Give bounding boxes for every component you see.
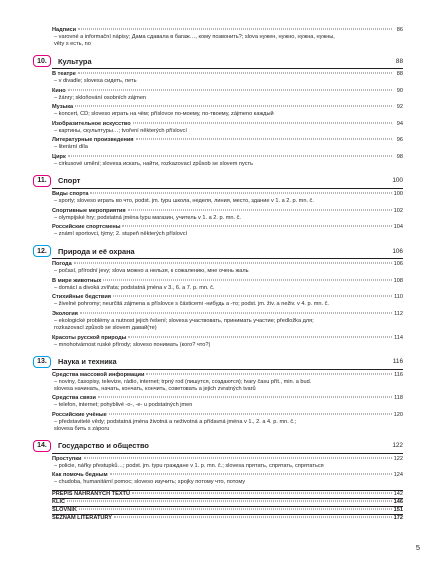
dot-leader bbox=[109, 413, 392, 414]
chapter-heading[interactable] bbox=[37, 54, 403, 69]
entry-title: Проступки bbox=[52, 455, 82, 462]
entry-title: Кино bbox=[52, 87, 66, 94]
entry-page: 110 bbox=[394, 294, 403, 301]
entry-title: Музыка bbox=[52, 104, 74, 111]
dot-leader bbox=[78, 29, 392, 30]
entry-title: Спортивные мероприятия bbox=[52, 207, 126, 214]
toc-entry-row[interactable] bbox=[52, 278, 403, 285]
entry-page: 96 bbox=[396, 137, 403, 144]
entry-title: В театре bbox=[52, 71, 76, 77]
entry-title: Надписи bbox=[52, 27, 77, 33]
dot-leader bbox=[98, 397, 392, 398]
entry-title: Литературные произведения bbox=[52, 137, 134, 144]
dot-leader bbox=[84, 457, 392, 458]
back-matter-title: SEZNAM LITERATURY bbox=[52, 515, 112, 522]
entry-description: – картины, скульптуры…; tvoření některých příslovcí bbox=[54, 127, 187, 134]
dot-leader bbox=[114, 517, 392, 518]
entry-description: – počasí, přírodní jevy; slova можно а нельзя, к сожалению, мне очень жаль bbox=[54, 268, 249, 275]
toc-entry bbox=[52, 456, 403, 470]
back-matter-page: 151 bbox=[393, 507, 403, 514]
toc-entry bbox=[52, 224, 403, 238]
back-matter-row[interactable] bbox=[52, 491, 403, 498]
entry-description: – živelné pohromy; neurčitá zájmena a příslovce s částicemi -нибудь a -то; podst. jm. živ. a neživ. v 4. p. mn. č. bbox=[54, 301, 329, 308]
chapter-number-badge: 14. bbox=[33, 440, 51, 452]
entry-description: – mnohotvárnost ruské přírody; sloveso понимать (кого? что?) bbox=[54, 341, 211, 348]
toc-entry bbox=[52, 137, 403, 151]
entry-description: – varovné a informační nápisy; Дама сдавала в багаж…, кому позвонить?; slova нужен, нужно, нужна, нужны, bbox=[54, 34, 335, 40]
entry-page: 88 bbox=[396, 71, 403, 77]
back-matter-row[interactable] bbox=[52, 515, 403, 522]
dot-leader bbox=[103, 279, 391, 280]
entry-description: – policie, nářky přestupků…; podst. jm. typu граждане v 1. p. mn. č.; slovesa прятать, спрятать, спрятаться bbox=[54, 462, 324, 469]
chapter-heading[interactable] bbox=[37, 439, 403, 454]
toc-entry bbox=[52, 412, 403, 433]
entry-description: věty s есть, no bbox=[54, 41, 91, 47]
toc-entry-row[interactable] bbox=[52, 261, 403, 268]
toc-entry-row[interactable] bbox=[52, 154, 403, 161]
entry-page: 102 bbox=[393, 207, 403, 214]
toc-entry bbox=[52, 294, 403, 308]
chapter-heading[interactable] bbox=[37, 355, 403, 370]
entry-page: 112 bbox=[394, 310, 403, 317]
entry-page: 118 bbox=[394, 395, 403, 402]
toc-entry-row[interactable] bbox=[52, 224, 403, 231]
entry-page: 100 bbox=[393, 190, 403, 197]
chapter-heading[interactable] bbox=[37, 174, 403, 189]
chapter-number-badge: 11. bbox=[33, 175, 51, 187]
toc-entry-row[interactable] bbox=[52, 27, 403, 34]
entry-page: 86 bbox=[396, 27, 403, 33]
entry-page: 92 bbox=[396, 104, 403, 111]
dot-leader bbox=[128, 336, 392, 337]
back-matter-entry bbox=[52, 514, 403, 522]
entry-description: – literární díla bbox=[54, 144, 88, 151]
back-matter-entry bbox=[52, 498, 403, 506]
entry-description: – koncert, CD; sloveso играть на чём; příslovce по-моему, по-твоему, zájmeno каждый bbox=[54, 111, 274, 118]
toc-entry-row[interactable] bbox=[52, 456, 403, 463]
dot-leader bbox=[78, 73, 392, 74]
toc-entry bbox=[52, 335, 403, 349]
dot-leader bbox=[79, 509, 392, 510]
toc-entry-row[interactable] bbox=[52, 121, 403, 128]
entry-title: Погода bbox=[52, 261, 72, 268]
dot-leader bbox=[75, 106, 392, 107]
entry-title: Стихийные бедствия bbox=[52, 294, 112, 301]
toc-entry-row[interactable] bbox=[52, 208, 403, 215]
dot-leader bbox=[128, 209, 392, 210]
toc-entry-row[interactable] bbox=[52, 191, 403, 198]
toc-entry bbox=[52, 472, 403, 486]
back-matter-page: 172 bbox=[393, 515, 403, 522]
toc-entry-row[interactable] bbox=[52, 472, 403, 479]
toc-entry bbox=[52, 261, 403, 275]
toc-entry-row[interactable] bbox=[52, 88, 403, 95]
entry-title: Цирк bbox=[52, 153, 66, 160]
back-matter-page: 146 bbox=[393, 499, 403, 506]
toc-entry-row[interactable] bbox=[52, 294, 403, 301]
toc-entry bbox=[52, 154, 403, 168]
entry-description: – žánry; skloňování osobních zájmen bbox=[54, 94, 147, 101]
entry-title: Российские спортсмены bbox=[52, 224, 121, 231]
entry-description: – olympijské hry; podstatná jména typu магазин, учитель v 1. a 2. p. mn. č. bbox=[54, 214, 241, 221]
entry-title: Красоты русской природы bbox=[52, 334, 127, 341]
toc-entry-row[interactable] bbox=[52, 311, 403, 318]
entry-description: – představitelé vědy; podstatná jména životná a neživotná a přídavná jména v 1., 2. a 4. p. mn. č.; bbox=[54, 418, 297, 425]
page-number: 5 bbox=[415, 543, 420, 552]
dot-leader bbox=[132, 493, 392, 494]
toc-entry-row[interactable] bbox=[52, 71, 403, 78]
entry-description: – sporty; sloveso играть во что, podst. jm. typu школа, неделя, линия, место, здание v 1. a 2. p. mn. č. bbox=[54, 197, 314, 204]
toc-entry-row[interactable] bbox=[52, 395, 403, 402]
back-matter-title: SLOVNÍK bbox=[52, 507, 77, 514]
entry-page: 116 bbox=[394, 371, 403, 378]
chapter-number-badge: 10. bbox=[33, 55, 51, 67]
entry-description: – noviny, časopisy, televize, rádio, internet; trpný rod (пишутся, создаются); tvary času přít., min. a bud. bbox=[54, 378, 312, 385]
toc-entry-row[interactable] bbox=[52, 372, 403, 379]
toc-entry bbox=[52, 311, 403, 332]
chapter-page: 106 bbox=[392, 247, 403, 255]
chapter-page: 100 bbox=[392, 177, 403, 185]
back-matter-page: 142 bbox=[393, 491, 403, 498]
dot-leader bbox=[122, 226, 391, 227]
entry-description: – domácí a divoká zvířata; podstatná jména v 3., 6. a 7. p. mn. č. bbox=[54, 284, 215, 291]
entry-page: 104 bbox=[393, 224, 403, 231]
back-matter-title: PŘEPIS NAHRANÝCH TEXTŮ bbox=[52, 491, 131, 498]
entry-description: slovesa начинать, начать, кончать, кончить, советовать a jejich zvratných tvarů bbox=[54, 385, 256, 392]
chapter-title: Наука и техника bbox=[58, 357, 117, 367]
entry-page: 124 bbox=[393, 472, 403, 479]
dot-leader bbox=[113, 296, 392, 297]
back-matter bbox=[52, 490, 403, 522]
toc-entry-row[interactable] bbox=[52, 137, 403, 144]
entry-description: – telefon, internet; pohyblivé -о-, -е- u podstatných jmen bbox=[54, 402, 193, 409]
entry-title: Российские учёные bbox=[52, 411, 107, 418]
entry-description: – známí sportovci, týmy; 2. stupeň některých příslovcí bbox=[54, 231, 188, 238]
dot-leader bbox=[67, 501, 392, 502]
entry-page: 90 bbox=[396, 87, 403, 94]
entry-page: 106 bbox=[393, 261, 403, 268]
entry-description: – cirkusové umění; slovesa искать, найти, rozkazovací způsob se slovem пусть bbox=[54, 160, 253, 167]
dot-leader bbox=[74, 263, 392, 264]
chapter-title: Государство и общество bbox=[58, 441, 149, 451]
toc-entry bbox=[52, 88, 403, 102]
toc-entry bbox=[52, 278, 403, 292]
toc-entry bbox=[52, 71, 403, 85]
toc-entry bbox=[52, 372, 403, 393]
entry-page: 114 bbox=[394, 334, 403, 341]
toc-entry bbox=[52, 395, 403, 409]
dot-leader bbox=[90, 192, 391, 193]
entry-title: В мире животных bbox=[52, 277, 102, 284]
entry-page: 120 bbox=[393, 411, 403, 418]
entry-title: Средства массовой информации bbox=[52, 371, 145, 378]
back-matter-row[interactable] bbox=[52, 507, 403, 514]
entry-title: Средства связи bbox=[52, 395, 96, 402]
dot-leader bbox=[136, 139, 392, 140]
toc-entry-row[interactable] bbox=[52, 335, 403, 342]
chapter-number-badge: 12. bbox=[33, 245, 51, 257]
chapter-heading[interactable] bbox=[37, 244, 403, 259]
dot-leader bbox=[68, 155, 392, 156]
entry-page: 98 bbox=[396, 153, 403, 160]
chapter-title: Культура bbox=[58, 56, 92, 66]
entry-title: Изобразительное искусство bbox=[52, 120, 131, 127]
dot-leader bbox=[146, 373, 392, 374]
chapter-title: Спорт bbox=[58, 176, 81, 186]
entry-page: 94 bbox=[396, 120, 403, 127]
entry-title: Экология bbox=[52, 310, 78, 317]
dot-leader bbox=[68, 89, 392, 90]
chapter-page: 116 bbox=[392, 358, 403, 366]
toc-entry bbox=[52, 208, 403, 222]
back-matter-title: KLÍČ bbox=[52, 499, 66, 506]
toc-entry bbox=[52, 27, 403, 48]
chapter-page: 122 bbox=[392, 442, 403, 450]
back-matter-entry bbox=[52, 491, 403, 498]
dot-leader bbox=[133, 122, 392, 123]
entry-description: – chudoba, humanitární pomoc; sloveso изучить; spojky потому что, потому bbox=[54, 479, 246, 486]
chapter-title: Природа и её охрана bbox=[58, 246, 135, 256]
back-matter-row[interactable] bbox=[52, 499, 403, 506]
chapter-page: 88 bbox=[395, 57, 403, 65]
dot-leader bbox=[80, 312, 392, 313]
entry-description: – v divadle; slovesa сидеть, петь bbox=[54, 78, 137, 84]
dot-leader bbox=[110, 474, 392, 475]
entry-page: 122 bbox=[393, 455, 403, 462]
entry-description: slovesa бить s záporu bbox=[54, 425, 110, 432]
entry-title: Виды спорта bbox=[52, 190, 89, 197]
entry-description: rozkazovací způsob se slovem давай(те) bbox=[54, 324, 157, 331]
entry-page: 108 bbox=[393, 277, 403, 284]
chapter-number-badge: 13. bbox=[33, 356, 51, 368]
toc-entry-row[interactable] bbox=[52, 412, 403, 419]
toc-entry bbox=[52, 104, 403, 118]
back-matter-entry bbox=[52, 506, 403, 514]
entry-title: Как помочь бедным bbox=[52, 472, 108, 479]
toc-entry bbox=[52, 191, 403, 205]
table-of-contents bbox=[37, 27, 403, 522]
toc-entry bbox=[52, 121, 403, 135]
entry-description: – ekologické problémy a nutnost jejich řešení; slovesa участвовать, принимать участие; předložka для; bbox=[54, 317, 314, 324]
